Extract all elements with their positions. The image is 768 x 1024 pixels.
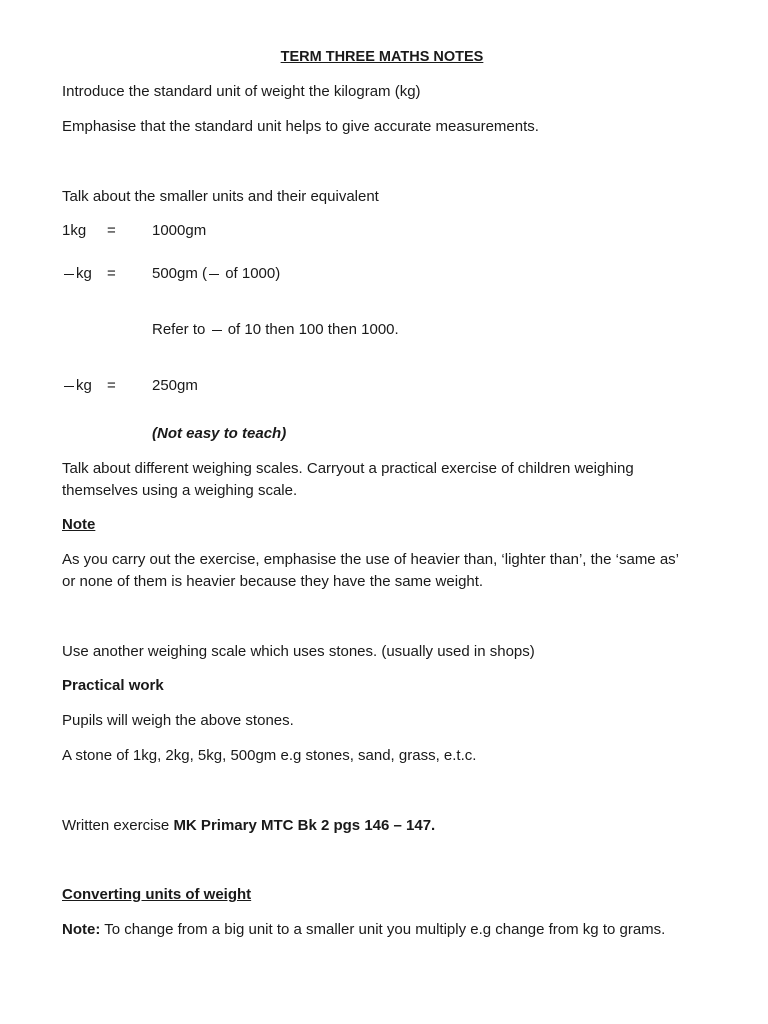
practical-line-2: A stone of 1kg, 2kg, 5kg, 500gm e.g stones, sand, grass, e.t.c. [62,747,477,764]
page-title: TERM THREE MATHS NOTES [280,49,484,65]
note-heading: Note [62,516,96,533]
note-paragraph: As you carry out the exercise, emphasise the use of heavier than, ‘lighter than’, the ‘same as’ or none of them is heavier because they have the same weight. [62,551,679,590]
row3-left [62,375,92,397]
fraction-half-symbol [209,274,219,275]
row2-left-unit: kg [76,265,92,282]
fraction-quarter-symbol [64,386,74,387]
written-reference: MK Primary MTC Bk 2 pgs 146 – 147. [173,817,436,834]
converting-heading: Converting units of weight [62,886,252,903]
row2-right-prefix: 500gm ( [152,265,208,282]
row3-right: 250gm [152,377,198,394]
converting-note-text: To change from a big unit to a smaller unit you multiply e.g change from kg to grams. [100,921,666,938]
stones-paragraph: Use another weighing scale which uses stones. (usually used in shops) [62,643,535,660]
intro-line-2: Emphasise that the standard unit helps to give accurate measurements. [62,118,539,135]
row1-equals: = [107,222,116,239]
practical-heading: Practical work [62,677,164,694]
practical-line-1: Pupils will weigh the above stones. [62,712,294,729]
written-exercise [62,815,435,837]
row3-left-unit: kg [76,377,92,394]
row2-equals: = [107,265,116,282]
row1-left: 1kg [62,222,87,239]
scales-paragraph: Talk about different weighing scales. Carryout a practical exercise of children weighing themselves using a weighing scale. [62,460,634,499]
not-easy-note: (Not easy to teach) [152,425,287,442]
row2-left [62,263,92,285]
refer-suffix: of 10 then 100 then 1000. [223,321,399,338]
refer-line [152,319,399,341]
refer-prefix: Refer to [152,321,210,338]
written-prefix: Written exercise [62,817,174,834]
fraction-half-symbol [212,330,222,331]
converting-note [62,919,682,941]
fraction-half-symbol [64,274,74,275]
row3-equals: = [107,377,116,394]
intro-line-1: Introduce the standard unit of weight the kilogram (kg) [62,83,421,100]
converting-note-label: Note: [62,921,101,938]
row2-right-suffix: of 1000) [221,265,281,282]
row1-right: 1000gm [152,222,207,239]
row2-right [152,263,280,285]
smaller-units-heading: Talk about the smaller units and their equivalent [62,188,379,205]
